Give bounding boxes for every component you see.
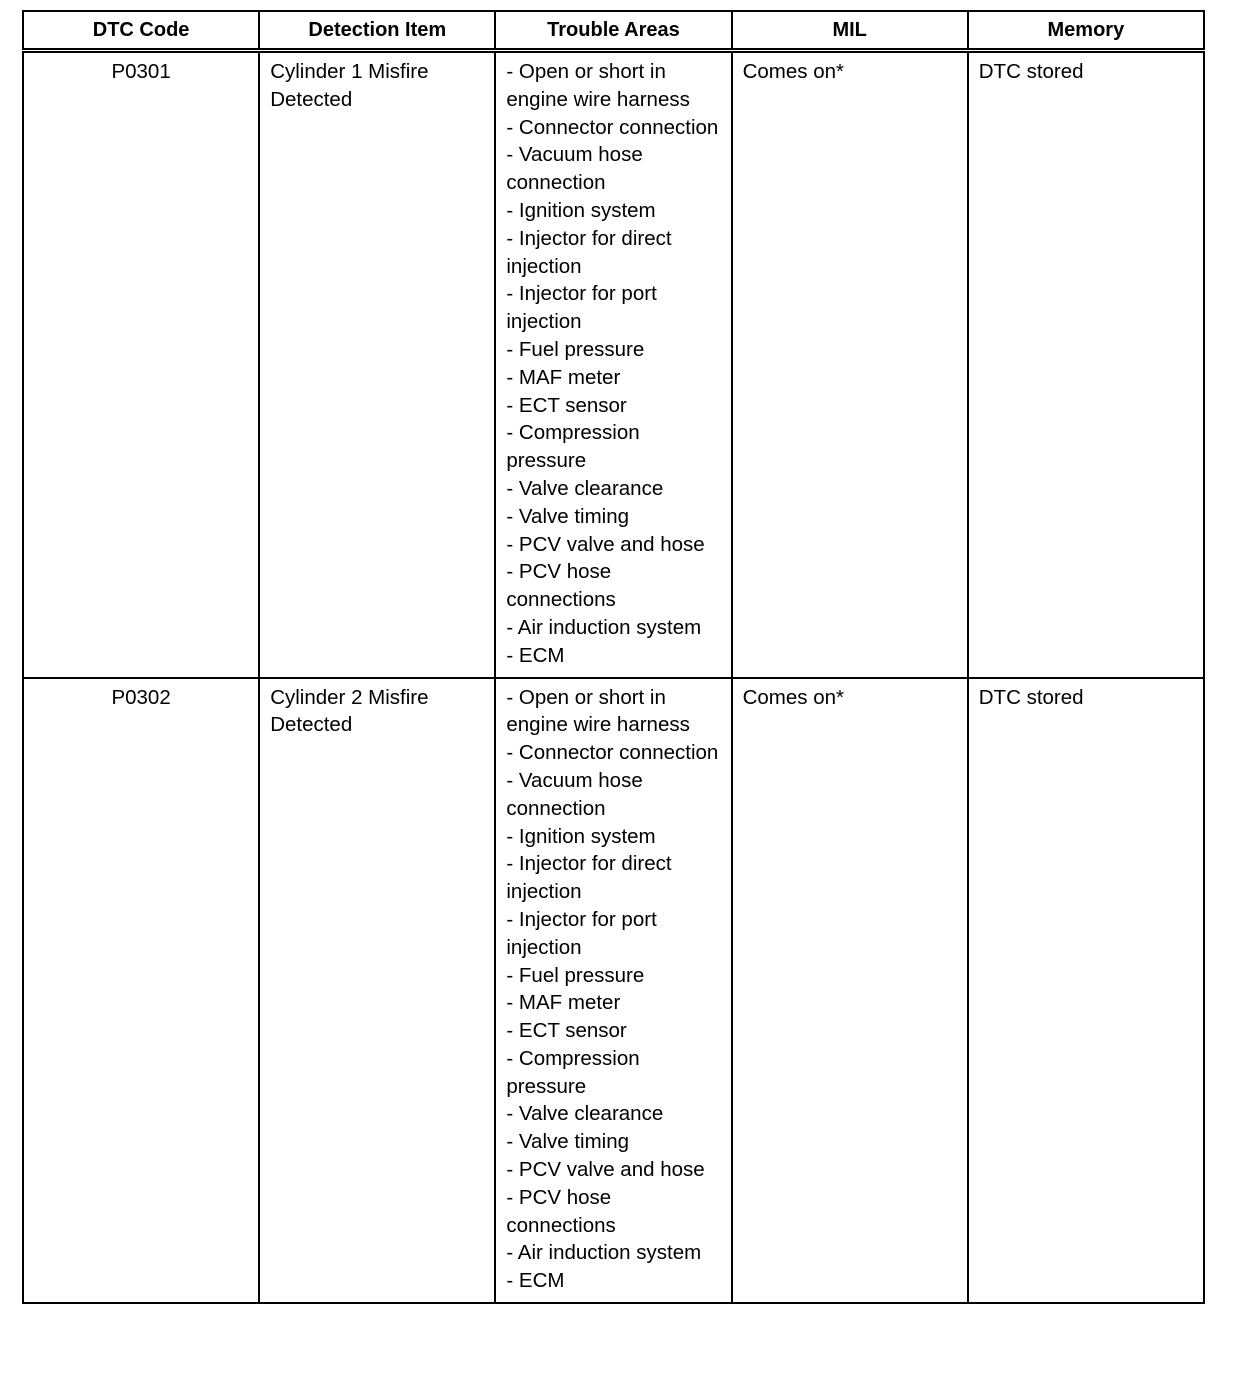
trouble-area-item: - Vacuum hose connection [506,768,643,820]
header-trouble-areas: Trouble Areas [495,11,731,51]
trouble-area-item: - Valve clearance [506,476,664,500]
trouble-area-item: - Injector for port injection [506,282,657,334]
trouble-area-item: - Connector connection [506,741,719,765]
trouble-area-item: - PCV hose connections [506,560,616,612]
memory-cell: DTC stored [968,51,1204,678]
trouble-area-item: - PCV valve and hose [506,532,705,556]
memory-cell: DTC stored [968,678,1204,1304]
trouble-area-item: - Connector connection [506,115,719,139]
trouble-area-item: - Ignition system [506,824,656,848]
trouble-area-item: - Valve timing [506,504,630,528]
dtc-table [22,10,1205,1304]
detection-item-cell: Cylinder 1 Misfire Detected [259,51,495,678]
trouble-area-item: - Ignition system [506,198,656,222]
header-dtc-code: DTC Code [23,11,259,51]
trouble-area-item: - Fuel pressure [506,337,645,361]
header-detection-item: Detection Item [259,11,495,51]
header-row [23,11,1204,51]
trouble-area-item: - ECM [506,643,565,667]
trouble-area-item: - Air induction system [506,1241,702,1265]
trouble-area-item: - PCV hose connections [506,1185,616,1237]
header-memory: Memory [968,11,1204,51]
table-row [23,51,1204,678]
trouble-area-item: - Open or short in engine wire harness [506,685,690,737]
header-mil: MIL [732,11,968,51]
trouble-area-item: - Valve timing [506,1130,630,1154]
trouble-area-item: - Injector for direct injection [506,852,672,904]
trouble-area-item: - Air induction system [506,615,702,639]
trouble-area-item: - Vacuum hose connection [506,143,643,195]
trouble-area-item: - ECT sensor [506,1019,627,1043]
dtc-code-cell: P0301 [23,51,259,678]
trouble-area-item: - Open or short in engine wire harness [506,60,690,111]
trouble-area-item: - Compression pressure [506,421,640,473]
table-row [23,678,1204,1304]
trouble-area-item: - ECT sensor [506,393,627,417]
trouble-area-item: - Injector for direct injection [506,226,672,278]
trouble-area-item: - Valve clearance [506,1102,664,1126]
trouble-area-item: - PCV valve and hose [506,1158,705,1182]
dtc-code-cell: P0302 [23,678,259,1304]
detection-item-cell: Cylinder 2 Misfire Detected [259,678,495,1304]
trouble-area-item: - Compression pressure [506,1046,640,1098]
trouble-area-item: - Fuel pressure [506,963,645,987]
trouble-areas-cell [495,51,731,678]
trouble-area-item: - MAF meter [506,991,621,1015]
trouble-area-item: - MAF meter [506,365,621,389]
trouble-area-item: - ECM [506,1269,565,1293]
trouble-areas-cell [495,678,731,1304]
mil-cell: Comes on* [732,51,968,678]
trouble-area-item: - Injector for port injection [506,907,657,959]
mil-cell: Comes on* [732,678,968,1304]
